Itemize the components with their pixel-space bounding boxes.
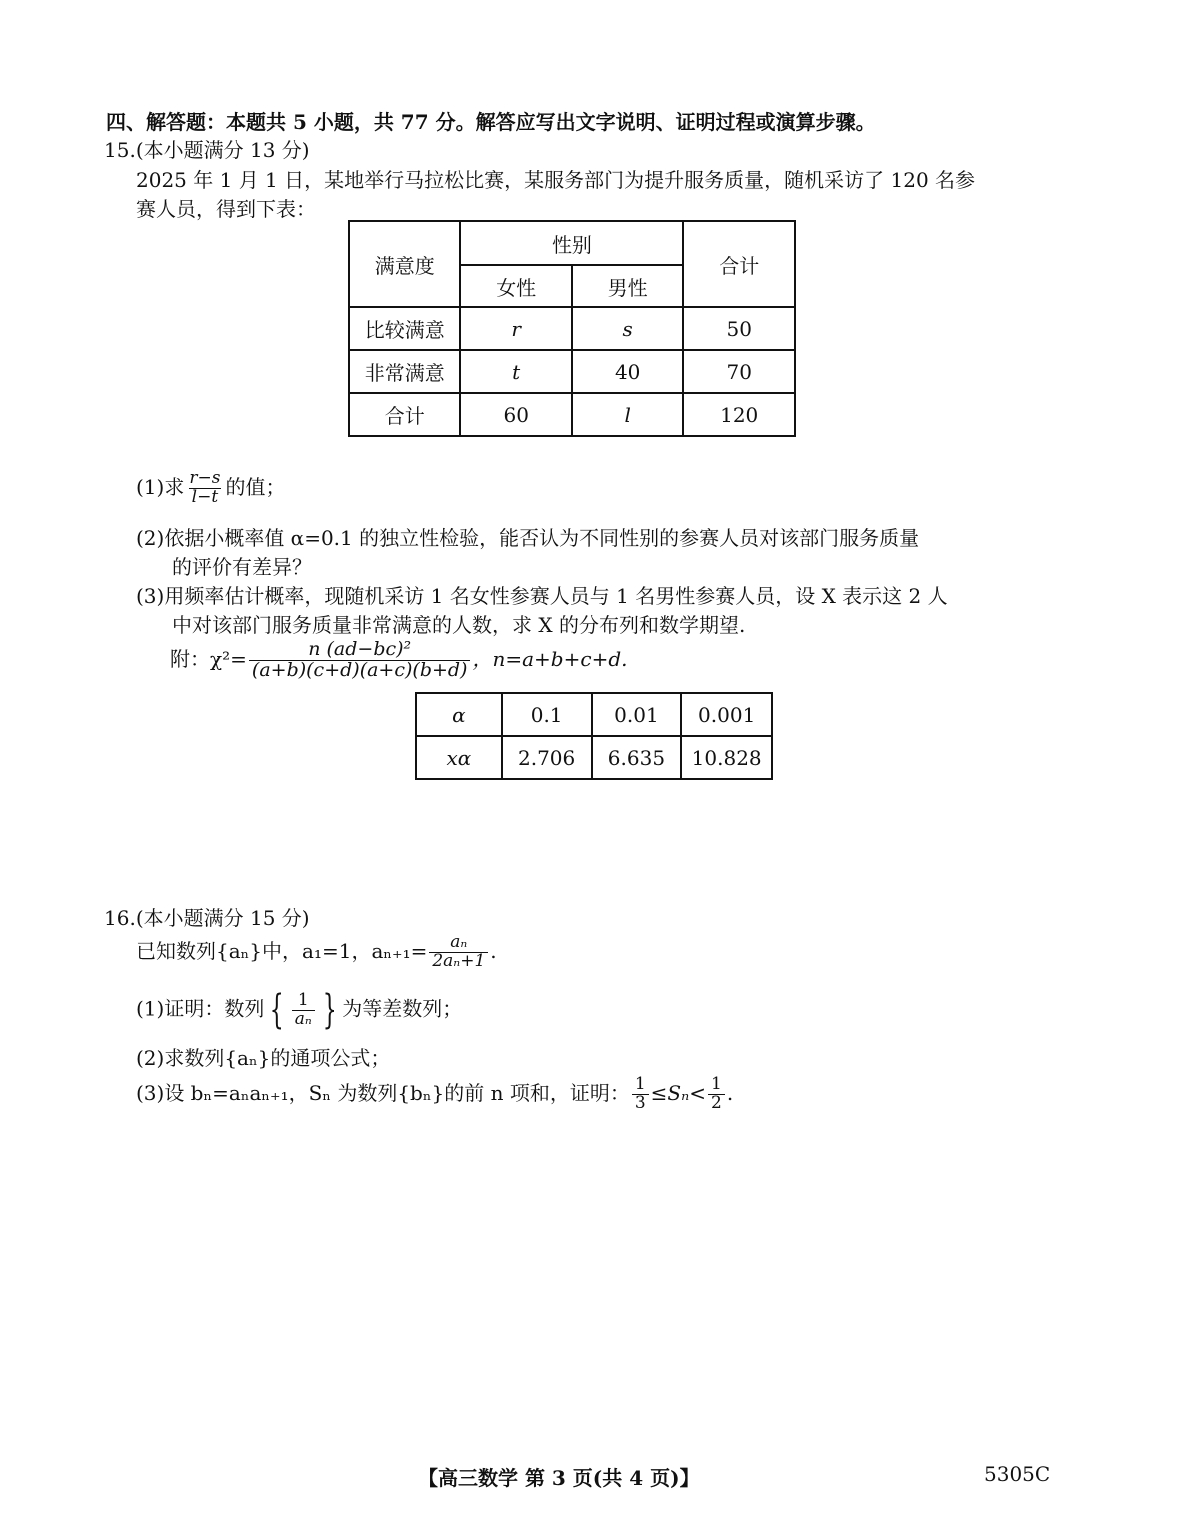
cell-female: 60 [460,393,571,436]
q16-part3-prefix: (3)设 bₙ=aₙaₙ₊₁，Sₙ 为数列{bₙ}的前 n 项和，证明： [136,1080,630,1105]
header-gender: 性别 [460,221,683,265]
header-male: 男性 [572,265,683,307]
cell-female: r [460,307,571,350]
table-row [416,736,772,779]
q16-intro-suffix: . [490,938,497,963]
exam-code: 5305C [984,1462,1051,1486]
row-label: 比较满意 [349,307,460,350]
header-female: 女性 [460,265,571,307]
q16-part3 [136,1076,733,1113]
alpha-value: 0.001 [681,693,772,736]
lower-bound-fraction [632,1076,649,1113]
q16-part1-prefix: (1)证明：数列 [136,996,265,1021]
upper-bound-fraction [708,1076,725,1113]
critical-label: xα [416,736,502,779]
q16-part1 [136,987,463,1033]
reciprocal-fraction [292,989,315,1029]
fraction-numerator: n (ad−bc)² [308,638,412,660]
q15-appendix-formula [170,640,627,681]
q15-part3-line1: (3)用频率估计概率，现随机采访 1 名女性参赛人员与 1 名男性参赛人员，设 X 表示这 2 人 [136,584,948,608]
q15-part2-line2: 的评价有差异？ [172,555,312,579]
q16-number: 16. [104,906,136,930]
critical-value: 2.706 [502,736,592,779]
critical-value-table [415,692,773,780]
q16-intro-prefix: 已知数列{aₙ}中，a₁=1，aₙ₊₁= [136,938,428,963]
cell-total: 70 [683,350,795,393]
fraction-numerator: 1 [711,1074,722,1094]
header-satisfaction: 满意度 [349,221,460,307]
fraction-denominator: 3 [632,1094,649,1113]
fraction-numerator: aₙ [450,932,468,952]
table-row [349,393,795,436]
cell-male: s [572,307,683,350]
critical-value: 6.635 [592,736,682,779]
q15-part1 [136,470,285,507]
q15-intro-line1: 2025 年 1 月 1 日，某地举行马拉松比赛，某服务部门为提升服务质量，随机采访了 120 名参 [136,168,976,192]
cell-total: 120 [683,393,795,436]
q15-heading [104,134,310,163]
fraction-numerator: 1 [297,989,309,1010]
alpha-label: α [416,693,502,736]
fraction-denominator: l−t [189,488,222,507]
table-row [349,307,795,350]
fraction-denominator: 2 [708,1094,725,1113]
header-total: 合计 [683,221,795,307]
q16-points: (本小题满分 15 分) [135,906,310,930]
cell-male: 40 [572,350,683,393]
q15-intro-line2: 赛人员，得到下表： [136,197,316,221]
q16-part3-suffix: . [726,1080,734,1105]
table-row [349,350,795,393]
survey-table [348,220,796,437]
alpha-value: 0.01 [592,693,682,736]
left-brace-icon: { [270,987,285,1033]
q16-part1-suffix: 为等差数列； [342,996,463,1021]
q15-part1-fraction [186,470,223,507]
right-brace-icon: } [322,987,337,1033]
row-label: 合计 [349,393,460,436]
cell-male: l [572,393,683,436]
alpha-value: 0.1 [502,693,592,736]
appendix-suffix: ，n=a+b+c+d. [472,646,628,671]
table-row [416,693,772,736]
q15-part1-suffix: 的值； [225,474,286,499]
chi-square-fraction [249,640,471,681]
fraction-denominator: 2aₙ+1 [429,952,488,971]
page-footer: 【高三数学 第 3 页(共 4 页)】 [418,1466,700,1490]
fraction-denominator: aₙ [292,1010,315,1029]
q16-part3-middle: ≤Sₙ< [650,1080,706,1105]
recurrence-fraction [429,934,488,971]
fraction-numerator: 1 [634,1074,646,1094]
q16-heading [104,902,310,931]
q16-part2: (2)求数列{aₙ}的通项公式； [136,1046,391,1070]
critical-value: 10.828 [681,736,772,779]
q15-part2-line1: (2)依据小概率值 α=0.1 的独立性检验，能否认为不同性别的参赛人员对该部门服务质量 [136,526,920,550]
q15-part1-prefix: (1)求 [136,474,185,499]
fraction-denominator: (a+b)(c+d)(a+c)(b+d) [249,660,471,681]
q15-number: 15. [104,138,136,162]
fraction-numerator: r−s [189,468,221,488]
row-label: 非常满意 [349,350,460,393]
q15-points: (本小题满分 13 分) [135,138,310,162]
cell-female: t [460,350,571,393]
appendix-prefix: 附：χ²= [170,646,247,671]
q15-part3-line2: 中对该部门服务质量非常满意的人数，求 X 的分布列和数学期望. [172,613,746,637]
section-header: 四、解答题：本题共 5 小题，共 77 分。解答应写出文字说明、证明过程或演算步骤。 [106,110,876,134]
q16-intro [136,934,497,971]
cell-total: 50 [683,307,795,350]
